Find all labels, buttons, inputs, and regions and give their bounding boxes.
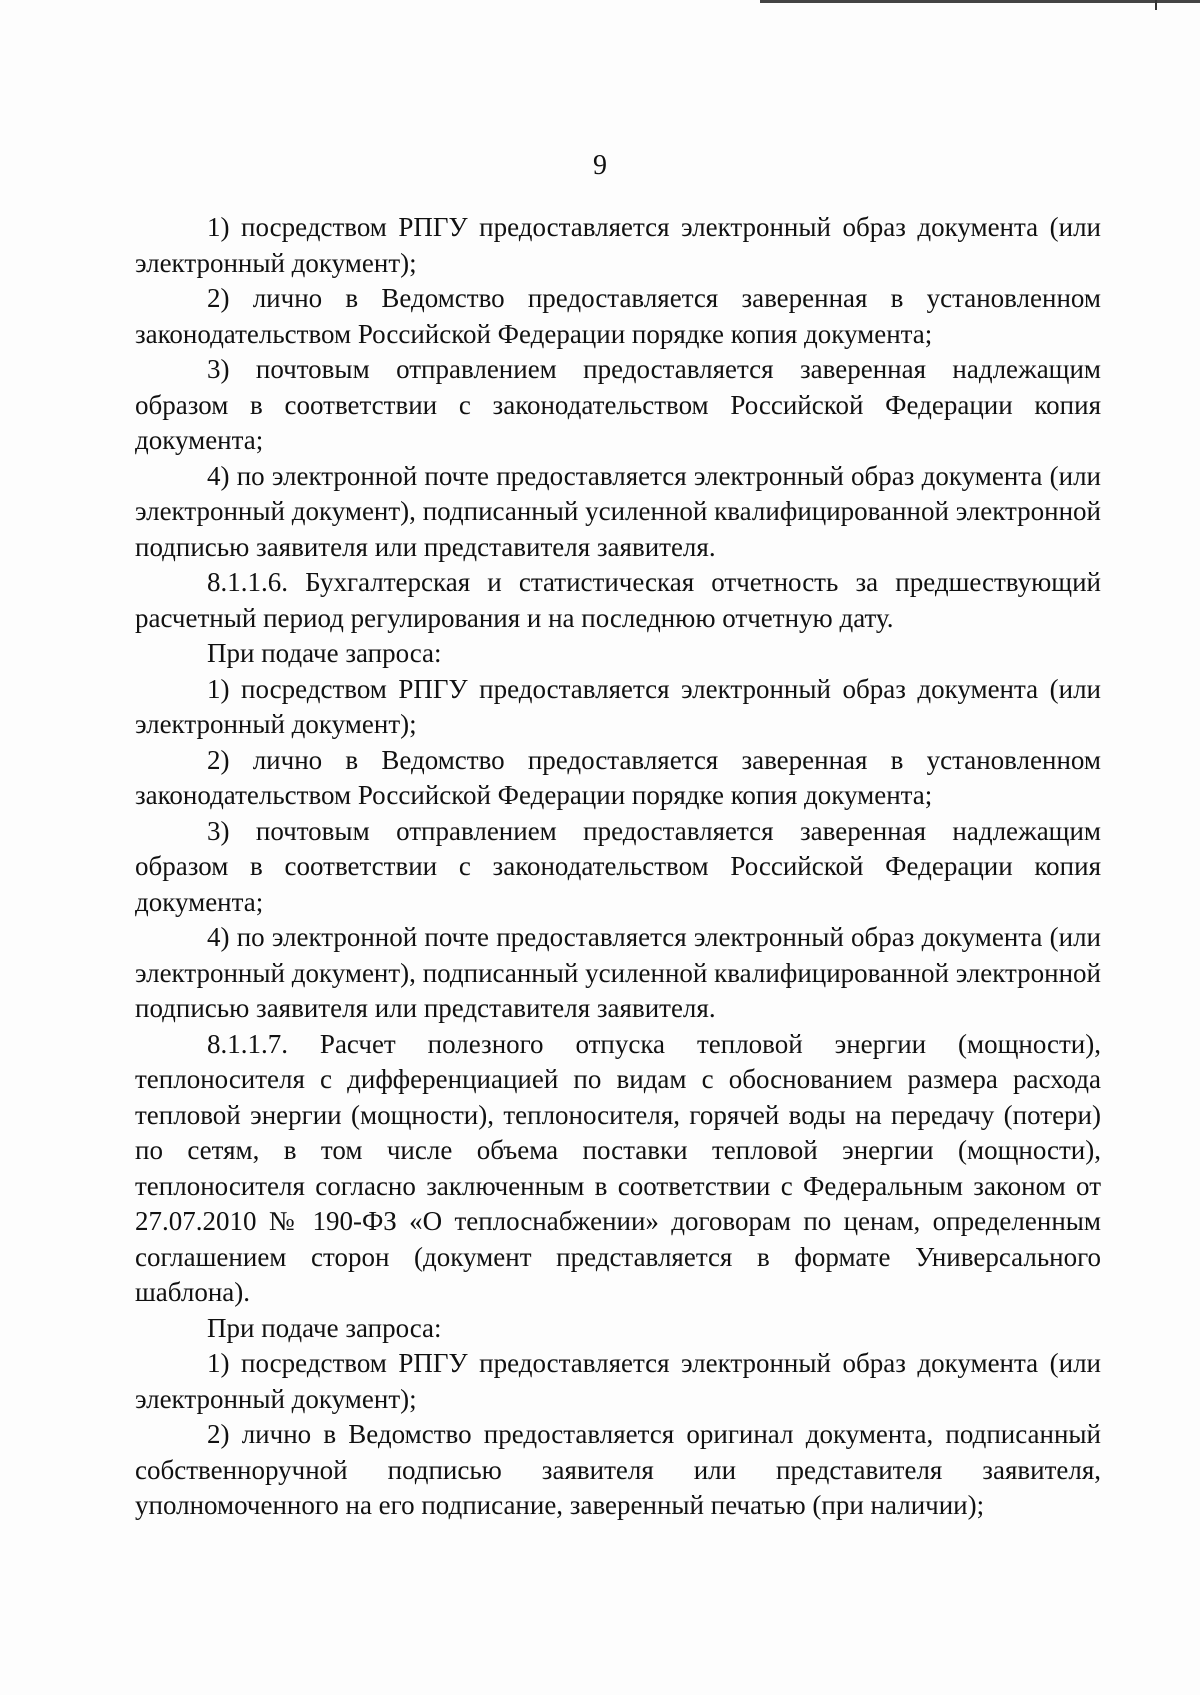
paragraph: 1) посредством РПГУ предоставляется электронный образ документа (или электронный документ);	[135, 212, 1101, 278]
scan-edge-line	[760, 0, 1200, 3]
paragraph: 8.1.1.6. Бухгалтерская и статистическая отчетность за предшествующий расчетный период регулирования и на последнюю отчетную дату.	[135, 567, 1101, 633]
page-number: 9	[593, 150, 607, 181]
paragraph: 2) лично в Ведомство предоставляется заверенная в установленном законодательством Российской Федерации порядке копия документа;	[135, 744, 1101, 810]
paragraph: 4) по электронной почте предоставляется электронный образ документа (или электронный документ), подписанный усиленной квалифицированной электронной подписью заявителя или представителя заявителя.	[135, 460, 1101, 562]
document-body	[135, 210, 1101, 1524]
paragraph: 2) лично в Ведомство предоставляется заверенная в установленном законодательством Российской Федерации порядке копия документа;	[135, 283, 1101, 349]
paragraph: 2) лично в Ведомство предоставляется оригинал документа, подписанный собственноручной подписью заявителя или представителя заявителя, уполномоченного на его подписание, заверенный печатью (при наличии);	[135, 1419, 1101, 1520]
paragraph: 3) почтовым отправлением предоставляется заверенная надлежащим образом в соответствии с законодательством Российской Федерации копия документа;	[135, 815, 1101, 917]
paragraph: При подаче запроса:	[207, 1312, 442, 1343]
paragraph: 1) посредством РПГУ предоставляется электронный образ документа (или электронный документ);	[135, 1348, 1101, 1414]
paragraph: При подаче запроса:	[207, 638, 442, 668]
paragraph: 3) почтовым отправлением предоставляется заверенная надлежащим образом в соответствии с законодательством Российской Федерации копия документа;	[135, 354, 1101, 455]
paragraph: 1) посредством РПГУ предоставляется электронный образ документа (или электронный документ);	[135, 673, 1101, 739]
paragraph: 4) по электронной почте предоставляется электронный образ документа (или электронный документ), подписанный усиленной квалифицированной электронной подписью заявителя или представителя заявителя.	[135, 922, 1101, 1023]
scan-edge-tick	[1155, 0, 1157, 10]
paragraph: 8.1.1.7. Расчет полезного отпуска тепловой энергии (мощности), теплоносителя с дифференциацией по видам с обоснованием размера расхода тепловой энергии (мощности), теплоносителя, горячей воды на передачу (потери) по сетям, в том числе объема поставки тепловой энергии (мощности), теплоносителя согласно заключенным в соответствии с Федеральным законом от 27.07.2010 № 190-ФЗ «О теплоснабжении» договорам по ценам, определенным соглашением сторон (документ представляется в формате Универсального шаблона).	[135, 1028, 1101, 1307]
